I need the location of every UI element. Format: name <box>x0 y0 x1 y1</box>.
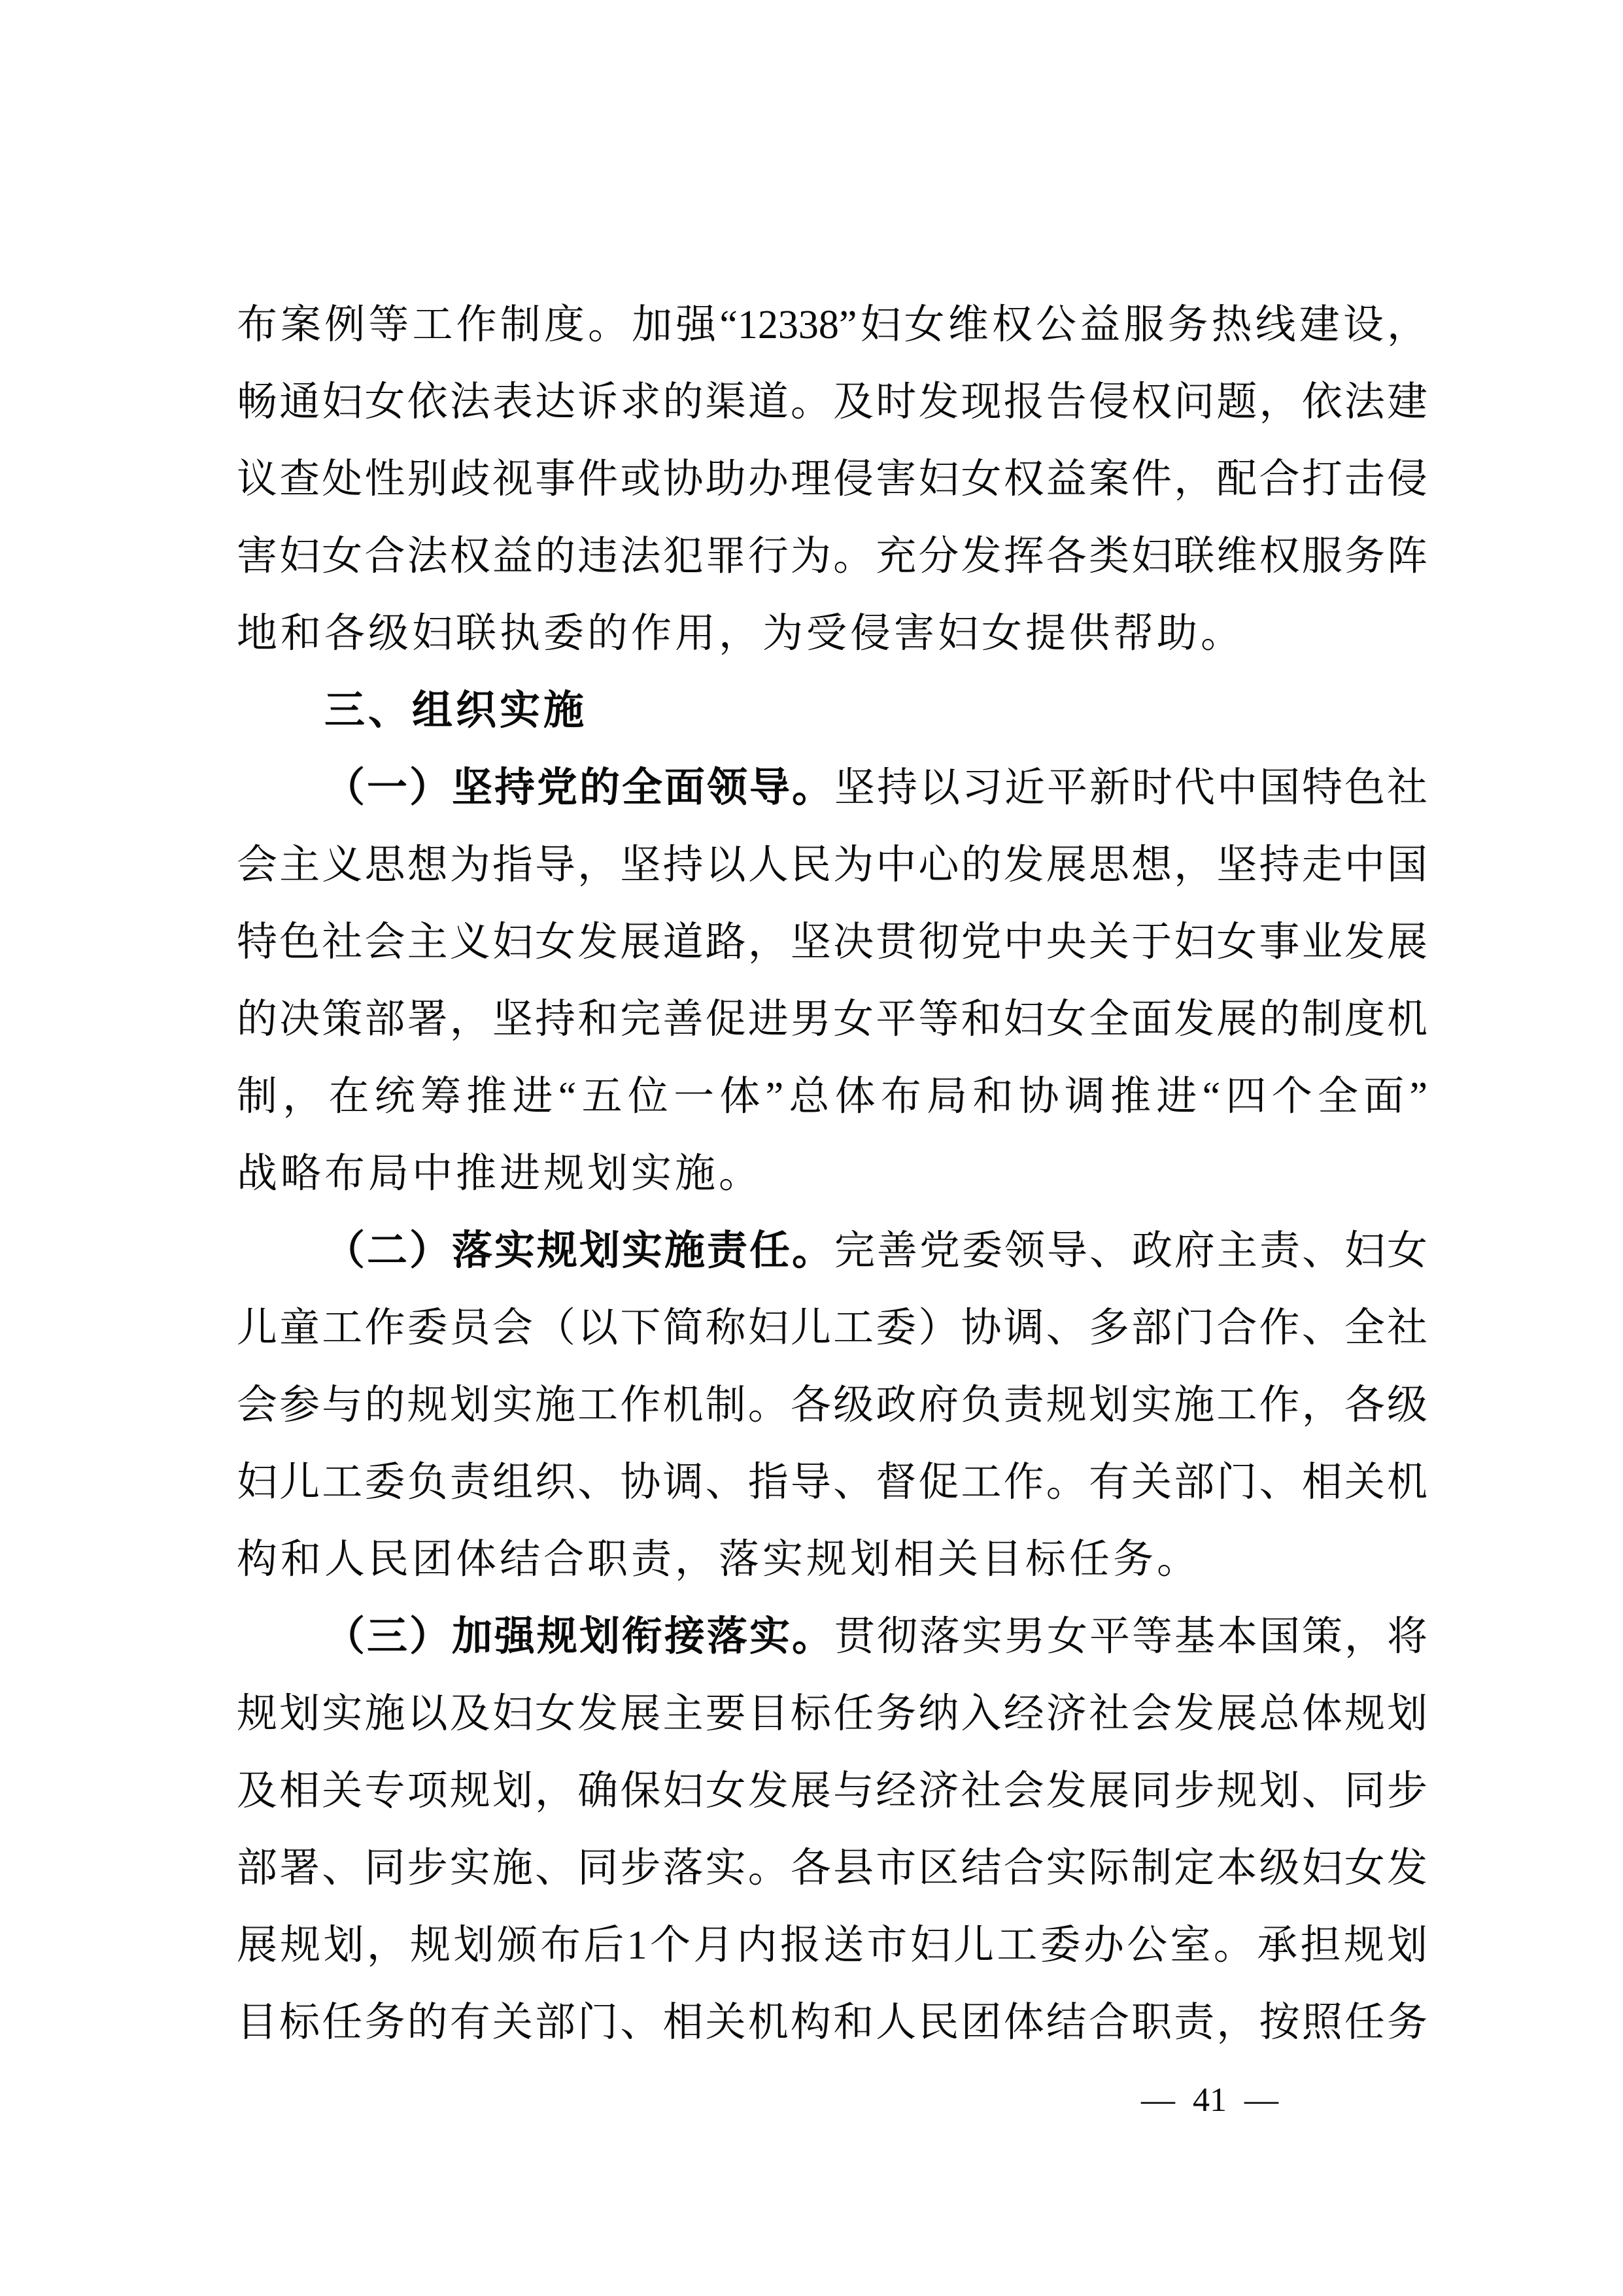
text-line: 会参与的规划实施工作机制。各级政府负责规划实施工作，各级 <box>237 1383 1427 1428</box>
text-line: 目标任务的有关部门、相关机构和人民团体结合职责，按照任务 <box>237 2000 1427 2045</box>
text-line <box>237 1212 1427 1290</box>
section-heading: 三、组织实施 <box>324 688 588 733</box>
text-line: 地和各级妇联执委的作用，为受侵害妇女提供帮助。 <box>237 611 1245 656</box>
text-line: 特色社会主义妇女发展道路，坚决贯彻党中央关于妇女事业发展 <box>237 920 1427 965</box>
text-line: 制，在统筹推进“五位一体”总体布局和协调推进“四个全面” <box>237 1074 1427 1119</box>
paragraph-lead: （一）坚持党的全面领导。 <box>324 766 834 810</box>
text-line: 妇儿工委负责组织、协调、指导、督促工作。有关部门、相关机 <box>237 1460 1427 1505</box>
text-line: 害妇女合法权益的违法犯罪行为。充分发挥各类妇联维权服务阵 <box>237 534 1427 579</box>
text-line: 战略布局中推进规划实施。 <box>237 1152 763 1196</box>
item-paragraph-3 <box>237 1598 1427 2061</box>
section-heading-paragraph <box>237 672 1427 749</box>
page-number: — 41 — <box>1141 2082 1278 2119</box>
text-line: 规划实施以及妇女发展主要目标任务纳入经济社会发展总体规划 <box>237 1692 1427 1736</box>
text-line: 部署、同步实施、同步落实。各县市区结合实际制定本级妇女发 <box>237 1846 1427 1891</box>
text-line: 的决策部署，坚持和完善促进男女平等和妇女全面发展的制度机 <box>237 997 1427 1042</box>
text-line: 儿童工作委员会（以下简称妇儿工委）协调、多部门合作、全社 <box>237 1306 1427 1350</box>
text-line: 会主义思想为指导，坚持以人民为中心的发展思想，坚持走中国 <box>237 843 1427 887</box>
text-line: 布案例等工作制度。加强“12338”妇女维权公益服务热线建设， <box>237 303 1427 347</box>
paragraph-lead: （二）落实规划实施责任。 <box>324 1229 834 1273</box>
line-text: 贯彻落实男女平等基本国策，将 <box>834 1615 1427 1659</box>
body-paragraph-continuation <box>237 286 1427 672</box>
text-line: 构和人民团体结合职责，落实规划相关目标任务。 <box>237 1537 1201 1582</box>
text-line: 展规划，规划颁布后1个月内报送市妇儿工委办公室。承担规划 <box>237 1923 1427 1968</box>
paragraph-lead: （三）加强规划衔接落实。 <box>324 1615 834 1659</box>
text-line: 及相关专项规划，确保妇女发展与经济社会发展同步规划、同步 <box>237 1769 1427 1813</box>
item-paragraph-2 <box>237 1212 1427 1598</box>
line-text: 坚持以习近平新时代中国特色社 <box>834 766 1427 810</box>
line-text: 完善党委领导、政府主责、妇女 <box>834 1229 1427 1273</box>
text-line <box>237 1598 1427 1675</box>
text-line: 畅通妇女依法表达诉求的渠道。及时发现报告侵权问题，依法建 <box>237 380 1427 424</box>
item-paragraph-1 <box>237 749 1427 1212</box>
text-line <box>237 749 1427 827</box>
document-body <box>237 286 1427 2061</box>
text-line: 议查处性别歧视事件或协助办理侵害妇女权益案件，配合打击侵 <box>237 457 1427 502</box>
